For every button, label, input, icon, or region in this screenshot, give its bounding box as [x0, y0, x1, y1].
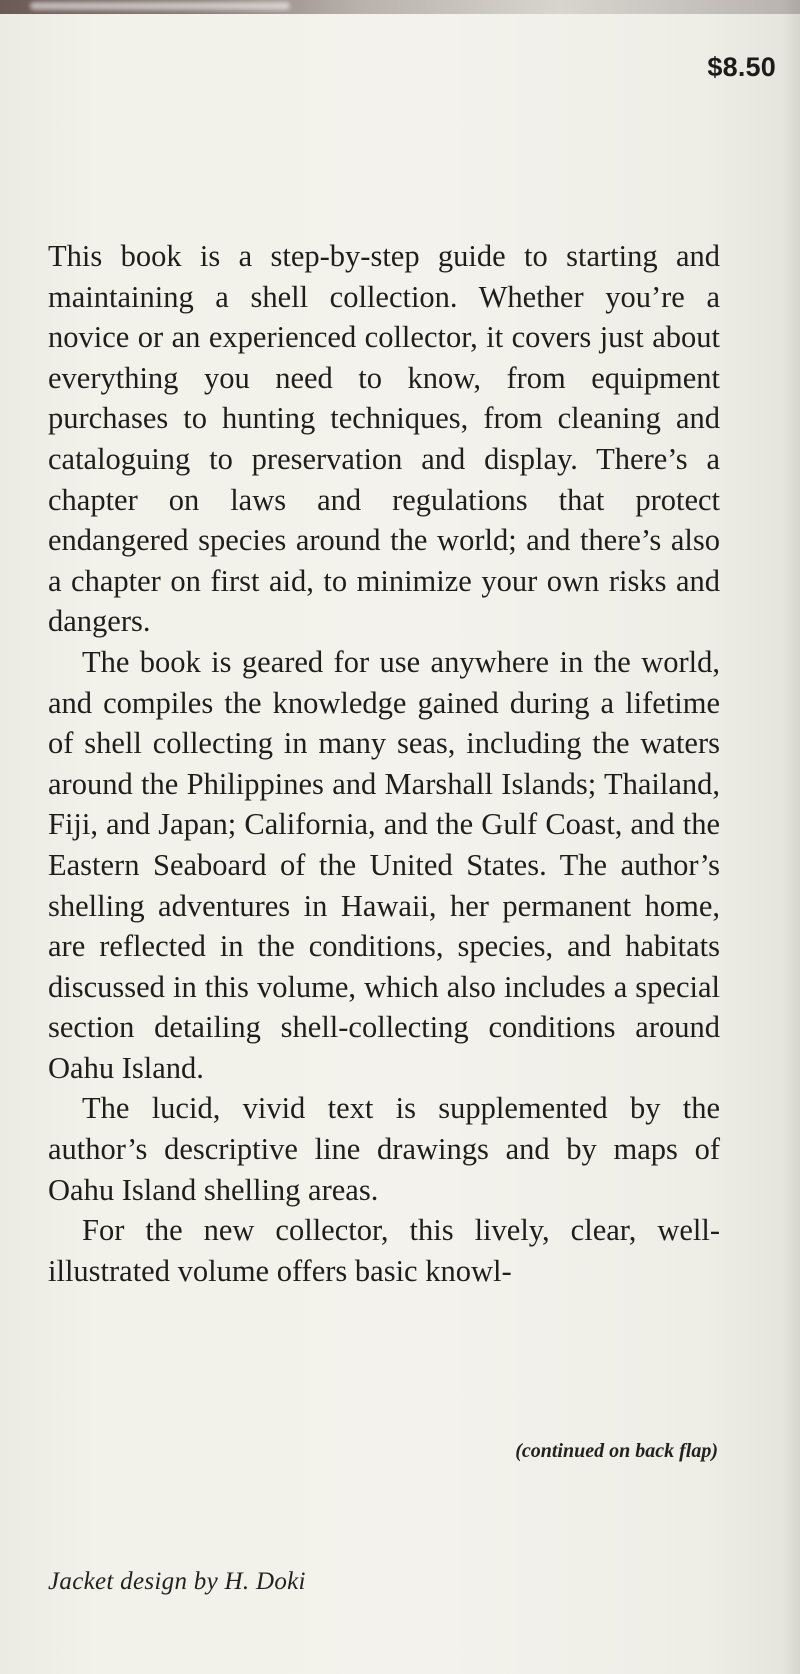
- edge-highlight: [30, 2, 290, 10]
- design-credit: Jacket design by H. Doki: [48, 1568, 306, 1595]
- blurb-paragraph-2: The book is geared for use anywhere in the world, and compiles the knowledge gained during a lifetime of shell collecting in many seas, including the waters around the Philippines and Marshall Islands; Thailand, Fiji, and Japan; California, and the Gulf Coast, and the Eastern Seaboard of the United States. The author’s shelling adventures in Hawaii, her permanent home, are reflected in the conditions, species, and habitats discussed in this volume, which also includes a special section detailing shell-collecting conditions around Oahu Island.: [48, 644, 720, 1085]
- blurb-paragraph-3: The lucid, vivid text is supplemented by the author’s descriptive line drawings and by maps of Oahu Island shelling areas.: [48, 1091, 720, 1207]
- page-shadow: [782, 0, 800, 1674]
- price-label: $8.50: [707, 52, 776, 82]
- blurb-paragraph-1: This book is a step-by-step guide to starting and maintaining a shell collection. Whether you’re a novice or an experienced collector, it covers just about everything you need to know, from equipment purchases to hunting techniques, from cleaning and cataloguing to preservation and display. There’s a chapter on laws and regulations that protect endangered species around the world; and there’s also a chapter on first aid, to minimize your own risks and dangers.: [48, 239, 720, 639]
- continued-note: (continued on back flap): [515, 1440, 718, 1462]
- flap-blurb: [48, 236, 720, 1291]
- blurb-paragraph-4: For the new collector, this lively, clear, well-illustrated volume offers basic knowl-: [48, 1213, 720, 1288]
- book-top-edge: [0, 0, 800, 14]
